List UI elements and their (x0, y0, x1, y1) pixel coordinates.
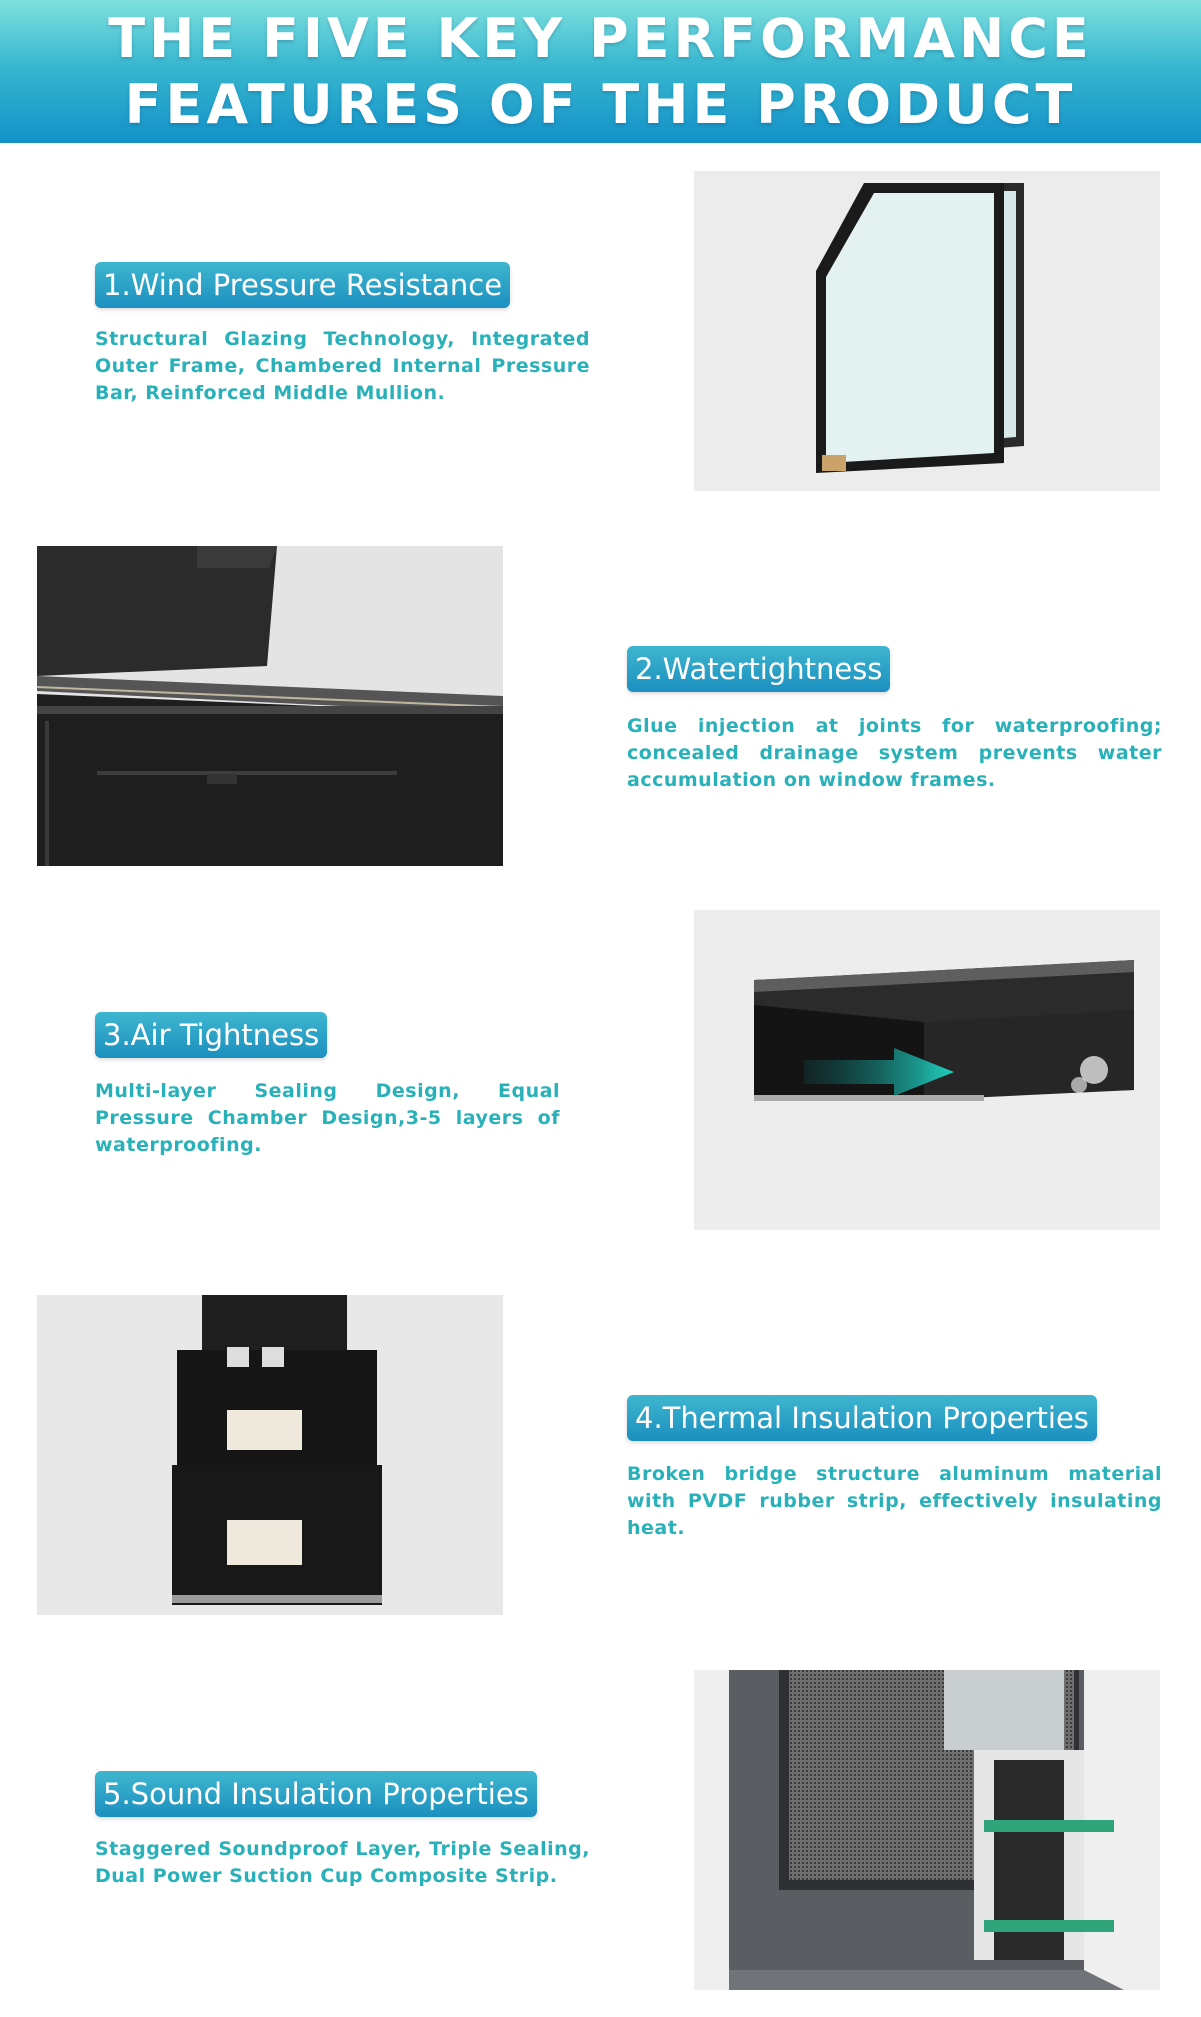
page-title-line-1: THE FIVE KEY PERFORMANCE (108, 6, 1093, 70)
feature-2-title: 2.Watertightness (627, 646, 890, 692)
header-banner (0, 0, 1201, 143)
page-title-line-2: FEATURES OF THE PRODUCT (124, 72, 1077, 136)
feature-4-title: 4.Thermal Insulation Properties (627, 1395, 1097, 1441)
feature-1-description: Structural Glazing Technology, Integrated Outer Frame, Chambered Internal Pressure Bar, Reinforced Middle Mullion. (95, 328, 590, 404)
feature-3-title: 3.Air Tightness (95, 1012, 327, 1058)
feature-5-description: Staggered Soundproof Layer, Triple Sealing, Dual Power Suction Cup Composite Strip. (95, 1838, 590, 1887)
window-frame-drainage-image (37, 546, 503, 866)
double-glazing-image (694, 171, 1160, 491)
feature-1-title: 1.Wind Pressure Resistance (95, 262, 510, 308)
feature-2-description: Glue injection at joints for waterproofing; concealed drainage system prevents water accumulation on window frames. (627, 715, 1162, 791)
feature-5-title: 5.Sound Insulation Properties (95, 1771, 537, 1817)
sound-insulation-frame-image (694, 1670, 1160, 1990)
air-tightness-profile-image (694, 910, 1160, 1230)
feature-4-description: Broken bridge structure aluminum material with PVDF rubber strip, effectively insulating heat. (627, 1463, 1162, 1539)
thermal-break-profile-image (37, 1295, 503, 1615)
feature-3-description: Multi-layer Sealing Design, Equal Pressure Chamber Design,3-5 layers of waterproofing. (95, 1080, 560, 1156)
